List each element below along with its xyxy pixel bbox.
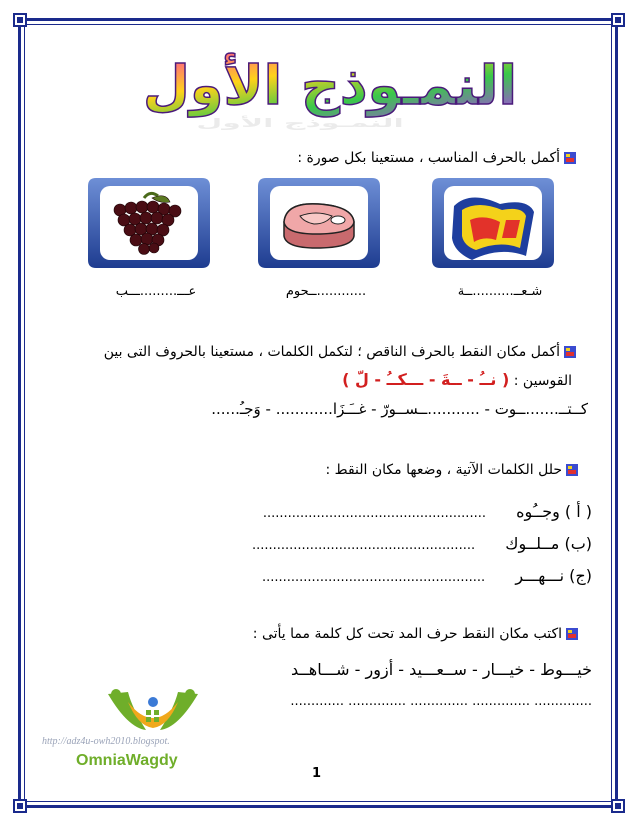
bullet-icon xyxy=(566,464,578,476)
logo-url: http://adz4u-owh2010.blogspot. xyxy=(42,736,170,747)
analysis-item-2 xyxy=(252,534,592,553)
exercise2-instruction xyxy=(104,344,576,360)
meat-icon xyxy=(284,204,354,248)
picture-card-meat xyxy=(256,176,382,270)
blank-word-2[interactable]: ............ــحوم xyxy=(285,284,367,299)
corner-ornament-icon xyxy=(13,799,27,813)
pillow-icon xyxy=(452,197,534,260)
analysis-word: (ب) مــلــوك xyxy=(505,534,592,553)
exercise3-text: حلل الكلمات الآتية ، وضعها مكان النقط : xyxy=(325,462,562,478)
page-title: النمـوذج الأول xyxy=(143,54,517,117)
picture-card-grapes xyxy=(86,176,212,270)
analysis-item-3 xyxy=(262,566,592,585)
bullet-icon xyxy=(566,628,578,640)
exercise1-instruction xyxy=(297,150,576,166)
exercise4-text: اكتب مكان النقط حرف المد تحت كل كلمة مما يأتى : xyxy=(252,626,562,642)
answer-dots[interactable]: ...................................................... xyxy=(262,506,486,521)
answer-dots[interactable]: ...................................................... xyxy=(261,570,486,585)
page-number: 1 xyxy=(312,766,322,781)
exercise4-instruction xyxy=(253,626,578,642)
exercise3-instruction xyxy=(326,462,579,478)
title-artwork xyxy=(143,36,517,136)
letters-row xyxy=(342,370,572,389)
blank-word-1[interactable]: شـعــ..........ــة xyxy=(457,284,543,299)
corner-ornament-icon xyxy=(611,799,625,813)
exercise4-words: خيـــوط - خيـــار - ســعـــيد - أزور - شـــاهــد xyxy=(291,660,592,679)
exercise1-text: أكمل بالحرف المناسب ، مستعينا بكل صورة : xyxy=(297,150,560,166)
logo-brand: OmniaWagdy xyxy=(76,752,178,769)
analysis-word: (ج) نـــهـــر xyxy=(515,566,592,585)
corner-ornament-icon xyxy=(13,13,27,27)
exercise4-answer-dots[interactable]: ............. .............. .............. .............. .............. xyxy=(290,694,592,709)
site-logo xyxy=(42,688,222,788)
bullet-icon xyxy=(564,152,576,164)
exercise2-text: أكمل مكان النقط بالحرف الناقص ؛ لتكمل الكلمات ، مستعينا بالحروف التى بين xyxy=(103,344,560,360)
analysis-word: ( أ ) وجــُوه xyxy=(516,502,592,521)
picture-card-pillow xyxy=(430,176,556,270)
blank-word-3[interactable]: عـــ.........ـــب xyxy=(115,284,197,299)
answer-dots[interactable]: ...................................................... xyxy=(251,538,476,553)
analysis-item-1 xyxy=(263,502,592,521)
bullet-icon xyxy=(564,346,576,358)
parentheses-label: القوسين : xyxy=(513,373,572,389)
logo-people-icon xyxy=(98,688,208,734)
title-reflection: النمـوذج الأول xyxy=(196,116,404,130)
exercise2-words[interactable]: كــتــ.......ــوت - ...........ــســورّ - غــَـزَا............ - وَجـُ...... xyxy=(211,400,588,418)
letter-choices: ( نــُ - ــةَ - ـــكــُ - لّ ) xyxy=(342,370,510,389)
corner-ornament-icon xyxy=(611,13,625,27)
